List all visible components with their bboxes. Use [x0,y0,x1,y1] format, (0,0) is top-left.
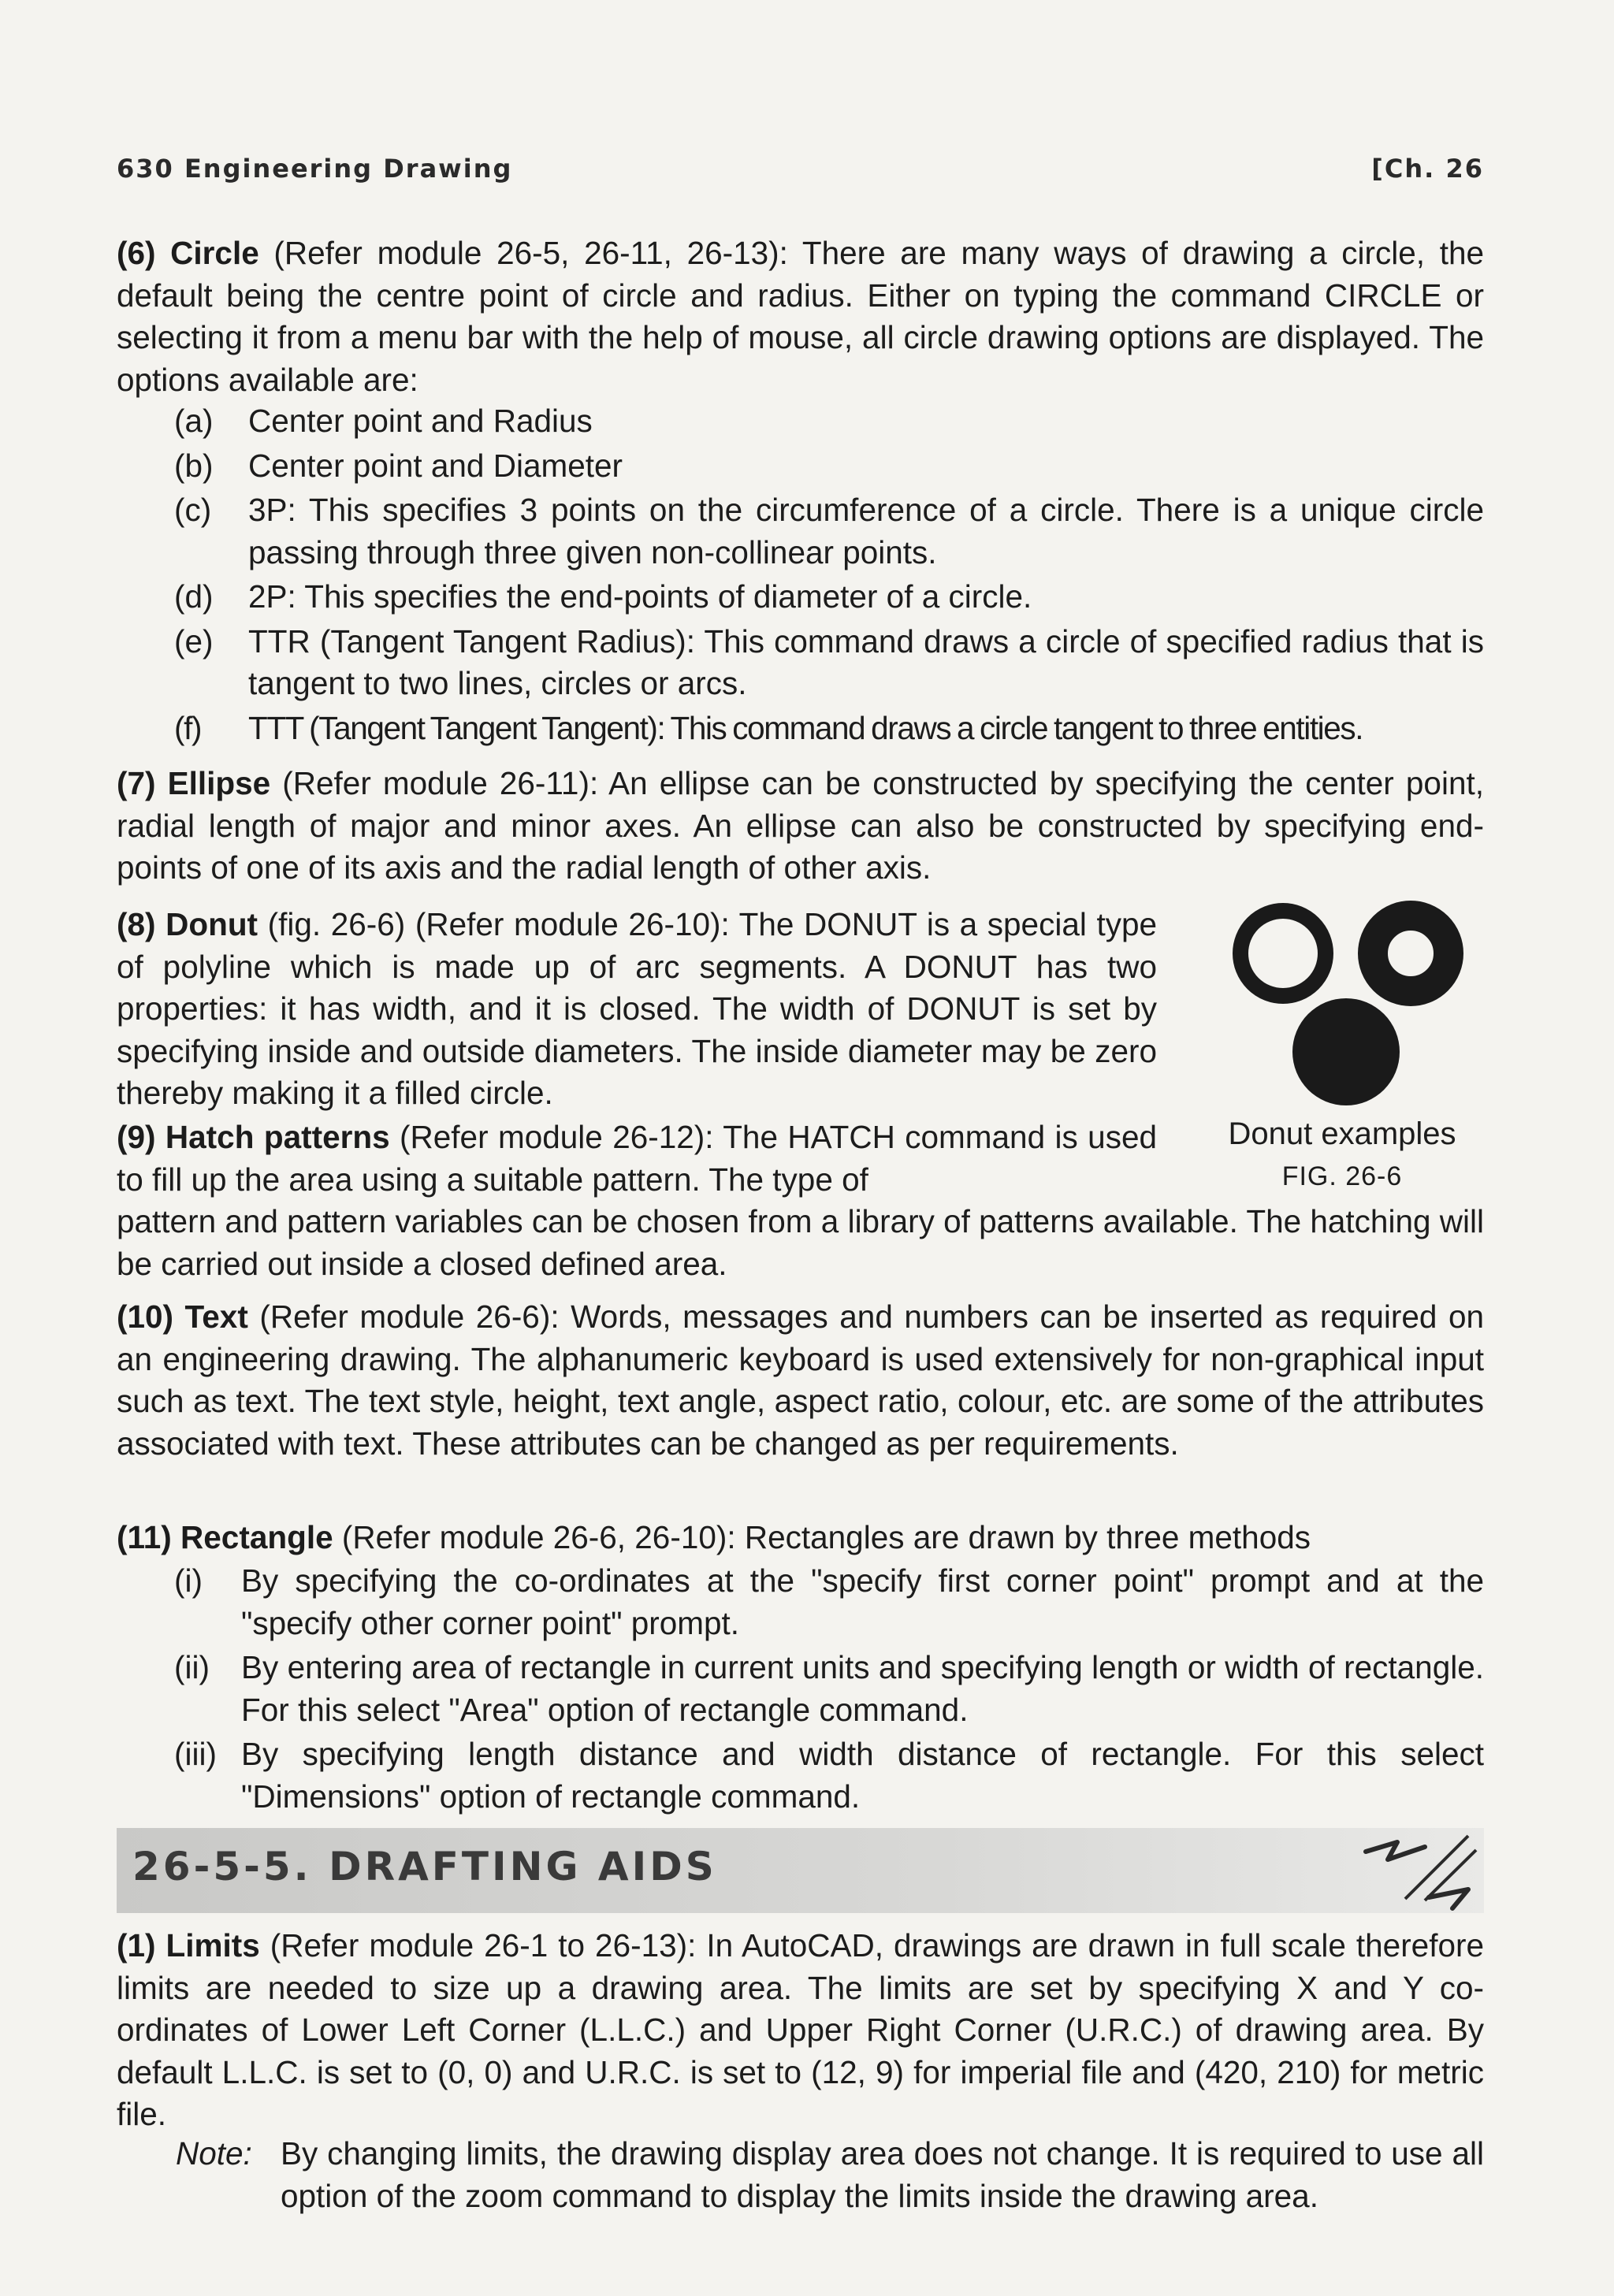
list-item-text: TTR (Tangent Tangent Radius): This command draws a circle of specified radius that is tangent to two lines, circles or arcs. [248,622,1484,701]
circle-intro: (Refer module 26-5, 26-11, 26-13): There are many ways of drawing a circle, the default being the centre point of circle and radius. Either on typing the command CIRCLE or selecting it from a menu bar with the help of mouse, all circle drawing options are displayed. The options available are: [117,235,1484,398]
hatch-paragraph-end [117,1201,1484,1285]
list-marker: (f) [174,709,202,746]
hatch-text-b: pattern and pattern variables can be chosen from a library of patterns available. The hatching will be carried out inside a closed defined area. [117,1203,1484,1282]
hatch-paragraph-start [117,1116,1157,1201]
section-heading: 26-5-5. DRAFTING AIDS [132,1844,717,1889]
list-item [117,708,1484,750]
donut-open-large-hole [1240,911,1326,996]
list-item-text: By entering area of rectangle in current units and specifying length or width of rectangle. For this select "Area" option of rectangle command. [241,1649,1484,1728]
circle-paragraph [117,232,1484,401]
ellipse-title: (7) Ellipse [117,765,271,801]
list-marker: (iii) [174,1736,217,1772]
list-item-text: Center point and Radius [248,403,593,439]
list-marker: (e) [174,622,214,659]
page-number-and-book-title: 630 Engineering Drawing [117,154,513,184]
list-item [117,1647,1484,1731]
note-text: By changing limits, the drawing display area does not change. It is required to use all option of the zoom command to display the limits inside the drawing area. [281,2135,1484,2214]
list-marker: (d) [174,578,214,615]
list-item [117,576,1484,619]
list-item-text: 3P: This specifies 3 points on the circumference of a circle. There is a unique circle passing through three given non-collinear points. [248,492,1484,570]
list-item [117,489,1484,574]
list-item [117,1560,1484,1644]
list-marker: (b) [174,447,214,484]
note-label: Note: [176,2135,252,2172]
list-marker: (a) [174,403,214,439]
list-marker: (c) [174,492,212,528]
text-paragraph [117,1296,1484,1465]
donut-open-small-hole [1373,916,1449,991]
list-marker: (i) [174,1562,203,1599]
ellipse-text: (Refer module 26-11): An ellipse can be constructed by specifying the center point, radial length of major and minor axes. An ellipse can also be constructed by specifying end-points of one of its axis and the radial length of other axis. [117,765,1484,886]
limits-paragraph [117,1925,1484,2136]
chapter-reference: [Ch. 26 [1371,154,1484,184]
rectangle-intro: (Refer module 26-6, 26-10): Rectangles are drawn by three methods [333,1519,1311,1555]
section-heading-banner [117,1828,1484,1913]
running-header [117,154,1484,189]
figure-caption [1212,1113,1472,1198]
text-title: (10) Text [117,1298,248,1335]
circle-title: (6) Circle [117,235,259,271]
rectangle-methods-list [117,1560,1484,1820]
rectangle-paragraph [117,1517,1484,1559]
donut-title: (8) Donut [117,906,258,942]
list-item [117,1733,1484,1818]
list-item-text: 2P: This specifies the end-points of diameter of a circle. [248,578,1032,615]
donut-filled [1292,998,1400,1105]
donut-paragraph [117,904,1157,1115]
list-item-text: By specifying the co-ordinates at the "specify first corner point" prompt and at the "specify other corner point" prompt. [241,1562,1484,1641]
circle-options-list [117,400,1484,752]
list-item-text: By specifying length distance and width distance of rectangle. For this select "Dimensions" option of rectangle command. [241,1736,1484,1815]
list-item [117,400,1484,443]
list-item [117,621,1484,705]
rectangle-title: (11) Rectangle [117,1519,333,1555]
list-marker: (ii) [174,1649,210,1685]
ellipse-paragraph [117,763,1484,890]
hatch-title: (9) Hatch patterns [117,1119,390,1155]
text-body: (Refer module 26-6): Words, messages and numbers can be inserted as required on an engineering drawing. The alphanumeric keyboard is used extensively for non-graphical input such as text. The text style, height, text angle, aspect ratio, colour, etc. are some of the attributes associated with text. These attributes can be changed as per requirements. [117,1298,1484,1462]
list-item [117,445,1484,488]
donut-text: (fig. 26-6) (Refer module 26-10): The DONUT is a special type of polyline which is made up of arc segments. A DONUT has two properties: it has width, and it is closed. The width of DONUT is set by specifying inside and outside diameters. The inside diameter may be zero thereby making it a filled circle. [117,906,1157,1111]
limits-text: (Refer module 26-1 to 26-13): In AutoCAD, drawings are drawn in full scale therefore limits are needed to size up a drawing area. The limits are set by specifying X and Y co-ordinates of Lower Left Corner (L.L.C.) and Upper Right Corner (U.R.C.) of drawing area. By default L.L.C. is set to (0, 0) and U.R.C. is set to (12, 9) for imperial file and (420, 210) for metric file. [117,1927,1484,2132]
pencil-ornament-icon [1350,1828,1484,1913]
limits-title: (1) Limits [117,1927,260,1963]
note-block [117,2133,1484,2217]
list-item-text: Center point and Diameter [248,447,623,484]
figure-label: FIG. 26-6 [1281,1161,1403,1191]
figure-caption-text: Donut examples [1228,1116,1456,1151]
hatch-text-a: (Refer module 26-12): The HATCH command is used to fill up the area using a suitable pattern. The type of [117,1119,1157,1198]
list-item-text: TTT (Tangent Tangent Tangent): This command draws a circle tangent to three entities. [248,709,1363,746]
donut-illustration [1196,898,1484,1119]
